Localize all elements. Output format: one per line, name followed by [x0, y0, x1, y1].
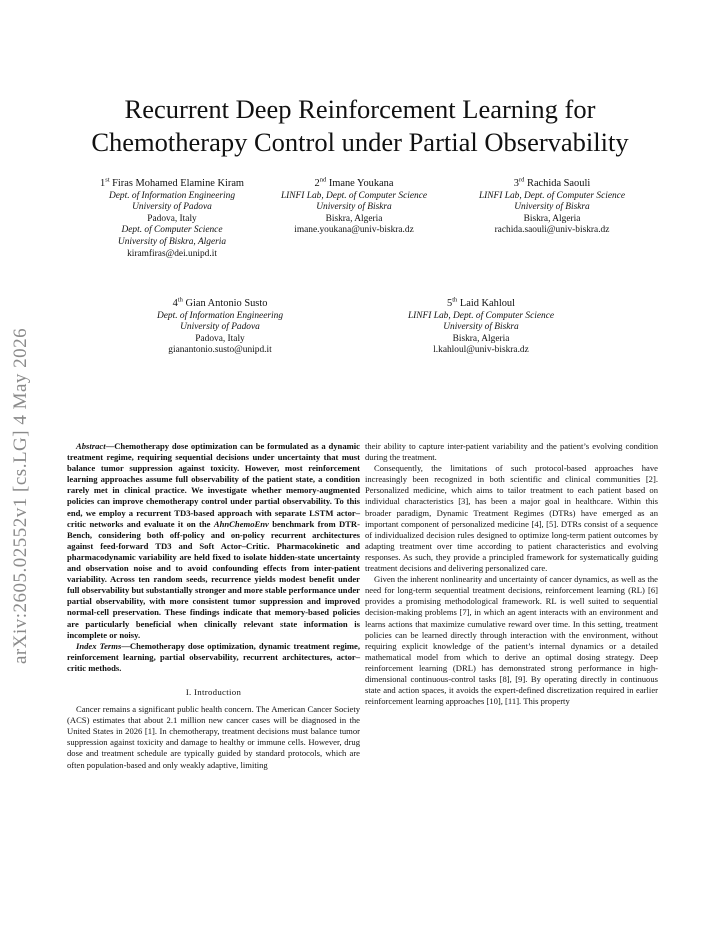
intro-paragraph-2: Consequently, the limitations of such protocol-based approaches have increasingly been recognized in both scientific and clinical communities [2]. Personalized medicine, which aims to tailor treatment to each patient based on individual characteristics [3], has been a major goal in healthcare. Within this broader paradigm, Dynamic Treatment Regimes (DTRs) have emerged as an important component of personalized medicine [4], [5]. DTRs consist of a sequence of individualized decision rules designed to optimize long-term patient outcomes by adapting treatment over time according to patient characteristics and evolving responses. As such, they provide a principled framework for systematically guiding treatment decisions and delivering personalized care.: [365, 463, 658, 574]
paper-title: [60, 93, 660, 159]
author-4: [132, 298, 308, 357]
author-affiliation: Dept. of Computer Science: [121, 225, 223, 236]
author-location: Padova, Italy: [147, 213, 197, 224]
author-5: [378, 298, 584, 357]
author-email: kiramfiras@dei.unipd.it: [127, 248, 217, 259]
title-line-2: Chemotherapy Control under Partial Observability: [91, 127, 629, 157]
author-name: 2nd Imane Youkana: [314, 176, 394, 189]
author-affiliation: Dept. of Information Engineering: [108, 190, 236, 201]
author-email: l.kahloul@univ-biskra.dz: [433, 345, 529, 356]
author-location: Biskra, Algeria: [325, 213, 383, 224]
title-line-1: Recurrent Deep Reinforcement Learning for: [124, 94, 596, 124]
author-location: Biskra, Algeria: [523, 213, 581, 224]
author-affiliation: LINFI Lab, Dept. of Computer Science: [280, 190, 428, 201]
right-column: [365, 441, 658, 707]
author-location: Biskra, Algeria: [452, 333, 510, 344]
author-name: 3rd Rachida Saouli: [513, 176, 591, 189]
author-email: imane.youkana@univ-biskra.dz: [294, 225, 414, 236]
author-affiliation: University of Padova: [180, 322, 260, 333]
author-2: [254, 178, 454, 237]
author-1: [84, 178, 260, 260]
index-terms: Index Terms—Chemotherapy dose optimization, dynamic treatment regime, reinforcement learning, partial observability, recurrent architectures, actor–critic methods.: [67, 640, 361, 673]
section-heading-introduction: I. Introduction: [185, 686, 242, 697]
intro-paragraph-continued: their ability to capture inter-patient variability and the patient’s evolving condition during the treatment.: [365, 441, 658, 463]
author-affiliation: University of Biskra, Algeria: [117, 236, 227, 247]
author-affiliation: LINFI Lab, Dept. of Computer Science: [478, 190, 626, 201]
index-terms-label: Index Terms: [76, 640, 122, 651]
author-name: 1st Firas Mohamed Elamine Kiram: [99, 176, 245, 189]
author-email: rachida.saouli@univ-biskra.dz: [494, 225, 610, 236]
author-name: 4th Gian Antonio Susto: [172, 296, 268, 309]
intro-paragraph-3: Given the inherent nonlinearity and uncertainty of cancer dynamics, as well as the need for long-term sequential treatment decisions, reinforcement learning (RL) [6] provides a promising methodological framework. RL is well suited to sequential decision-making problems [7], in which an agent interacts with an environment and learns actions that maximize cumulative reward over time. In this setting, treatment policies can be learned directly through interaction with the environment, without requiring explicit knowledge of the patient’s internal dynamics or a detailed mathematical model from which to derive an optimal dosing strategy. Deep reinforcement learning (DRL) has demonstrated strong performance in high-dimensional continuous-control tasks [8], [9]. By operating directly in continuous state and action spaces, it avoids the expert-defined discretization required in earlier reinforcement learning approaches [10], [11]. This property: [365, 574, 658, 707]
author-email: gianantonio.susto@unipd.it: [168, 345, 272, 356]
author-affiliation: University of Padova: [132, 202, 212, 213]
author-affiliation: University of Biskra: [443, 322, 519, 333]
author-affiliation: University of Biskra: [514, 202, 590, 213]
left-column: [67, 441, 360, 771]
author-affiliation: University of Biskra: [316, 202, 392, 213]
abstract-label: Abstract: [76, 441, 106, 451]
abstract: Abstract—Chemotherapy dose optimization can be formulated as a dynamic treatment regime, requiring sequential decisions under uncertainty that must balance tumor suppression against toxicity. However, most reinforcement learning approaches assume full observability of the patient state, a condition rarely met in clinical practice. We investigate whether memory-augmented policies can improve chemotherapy control under partial observability. To this end, we employ a recurrent TD3-based approach with separate LSTM actor–critic networks and evaluate it on the AhnChemoEnv benchmark from DTR-Bench, considering both off-policy and on-policy recurrent architectures against feed-forward TD3 and Soft Actor–Critic. Pharmacokinetic and pharmacodynamic variability are held fixed to isolate hidden-state uncertainty and observation noise and to avoid confounding effects from inter-patient variability. Across ten random seeds, recurrence yields modest benefit under full observability but substantially stronger and more stable performance under partial observability, with more consistent tumor suppression and improved normal-cell preservation. These findings indicate that memory-based policies are particularly beneficial when clinically relevant state information is incomplete or noisy.: [67, 441, 360, 640]
author-affiliation: LINFI Lab, Dept. of Computer Science: [407, 310, 555, 321]
author-name: 5th Laid Kahloul: [447, 296, 515, 309]
author-location: Padova, Italy: [195, 333, 245, 344]
arxiv-stamp: arXiv:2605.02552v1 [cs.LG] 4 May 2026: [10, 327, 31, 664]
author-affiliation: Dept. of Information Engineering: [156, 310, 284, 321]
author-3: [450, 178, 654, 237]
intro-paragraph-1: Cancer remains a significant public health concern. The American Cancer Society (ACS) estimates that about 2.1 million new cancer cases will be diagnosed in the United States in 2026 [1]. In chemotherapy, treatment decisions must balance tumor suppression against toxicity and damage to healthy or immune cells. However, drug dose and treatment schedule are typically guided by standard protocols, which are often population-based and only weakly adaptive, limiting: [67, 704, 360, 770]
env-name: AhnChemoEnv: [213, 518, 269, 529]
